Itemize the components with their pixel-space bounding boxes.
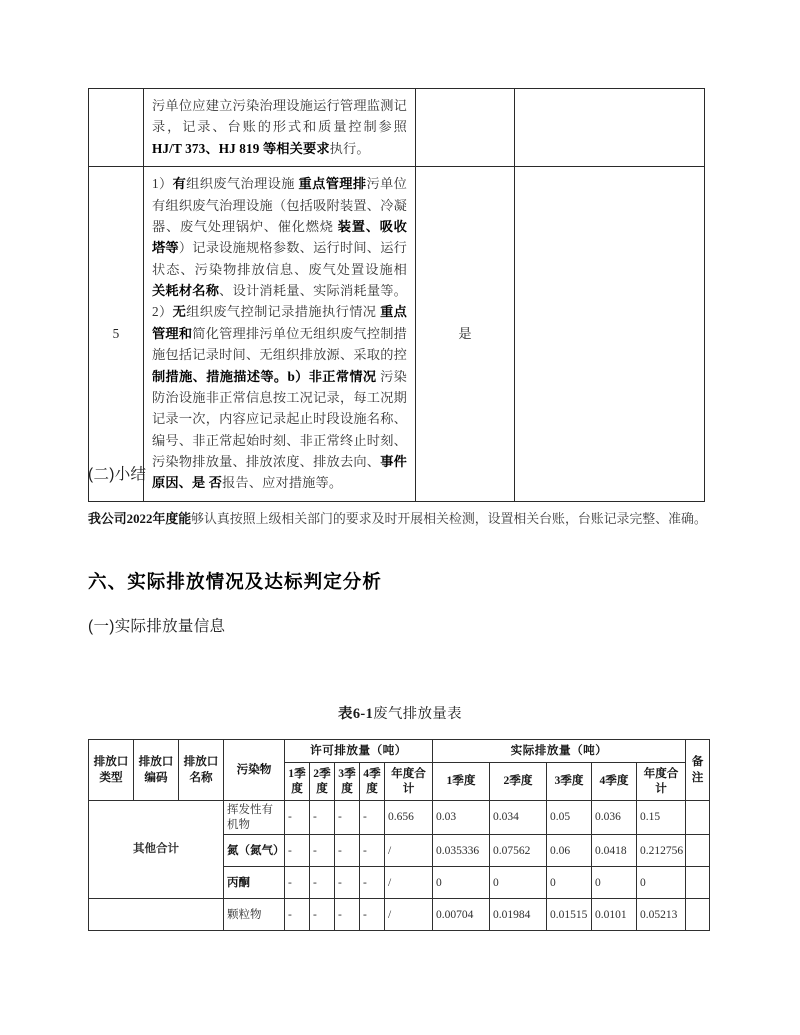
header-outlet-name: 排放口名称 bbox=[179, 740, 224, 801]
row-remark bbox=[686, 867, 710, 899]
actual-q1: 0.00704 bbox=[433, 899, 490, 931]
table-row bbox=[89, 167, 705, 502]
permit-q4: - bbox=[360, 835, 385, 867]
empty-outlet-cell bbox=[89, 899, 224, 931]
permit-q2: - bbox=[310, 899, 335, 931]
actual-q3: 0.05 bbox=[547, 800, 592, 835]
row-remark bbox=[686, 835, 710, 867]
pollutant-name: 颗粒物 bbox=[224, 899, 285, 931]
actual-annual: 0.212756 bbox=[637, 835, 686, 867]
permit-annual: / bbox=[385, 867, 433, 899]
requirement-yesno: 是 bbox=[416, 167, 515, 502]
permit-q3: - bbox=[335, 867, 360, 899]
caption-text: 废气排放量表 bbox=[373, 706, 462, 722]
header-actual-q3: 3季度 bbox=[547, 762, 592, 800]
caption-number: 表6-1 bbox=[338, 706, 374, 722]
actual-q1: 0.035336 bbox=[433, 835, 490, 867]
actual-annual: 0.15 bbox=[637, 800, 686, 835]
requirement-note bbox=[515, 167, 705, 502]
header-outlet-type: 排放口类型 bbox=[89, 740, 134, 801]
actual-q4: 0.0418 bbox=[592, 835, 637, 867]
emission-table-caption bbox=[0, 702, 800, 723]
table-row bbox=[89, 89, 705, 167]
header-actual-q2: 2季度 bbox=[490, 762, 547, 800]
table-row bbox=[89, 800, 710, 835]
permit-annual: 0.656 bbox=[385, 800, 433, 835]
actual-q1: 0 bbox=[433, 867, 490, 899]
requirements-table bbox=[88, 88, 705, 502]
requirement-body: 1）有组织废气治理设施 重点管理排污单位有组织废气治理设施（包括吸附装置、冷凝器、废气处理锅炉、催化燃烧 装置、吸收塔等）记录设施规格参数、运行时间、运行状态、污染物排放信息、废气处置设施相 关耗材名称、设计消耗量、实际消耗量等。2）无组织废气控制记录措施执行情况 重点管理和简化管理排污单位无组织废气控制措施包括记录时间、无组织排放源、采取的控 制措施、措施描述等。b）非正常情况 污染防治设施非正常信息按工况记录，每工况期记录一次，内容应记录起止时段设施名称、 编号、非正常起始时刻、非正常终止时刻、污染物排放量、排放浓度、排放去向、事件原因、是 否报告、应对措施等。 bbox=[144, 167, 416, 502]
permit-q1: - bbox=[285, 800, 310, 835]
permit-q1: - bbox=[285, 835, 310, 867]
header-actual-q1: 1季度 bbox=[433, 762, 490, 800]
requirement-number bbox=[89, 89, 144, 167]
actual-annual: 0 bbox=[637, 867, 686, 899]
subheading-actual-emission-info: (一)实际排放量信息 bbox=[88, 618, 226, 635]
header-permit-q1: 1季度 bbox=[285, 762, 310, 800]
pollutant-name: 挥发性有机物 bbox=[224, 800, 285, 835]
emission-table bbox=[88, 739, 710, 931]
actual-annual: 0.05213 bbox=[637, 899, 686, 931]
permit-annual: / bbox=[385, 835, 433, 867]
header-outlet-code: 排放口编码 bbox=[134, 740, 179, 801]
permit-q4: - bbox=[360, 800, 385, 835]
actual-q1: 0.03 bbox=[433, 800, 490, 835]
row-remark bbox=[686, 899, 710, 931]
actual-q3: 0 bbox=[547, 867, 592, 899]
actual-q2: 0.07562 bbox=[490, 835, 547, 867]
subheading-summary: (二)小结 bbox=[88, 466, 147, 483]
permit-q3: - bbox=[335, 800, 360, 835]
summary-paragraph: 我公司2022年度能够认真按照上级相关部门的要求及时开展相关检测，设置相关台账，台账记录完整、准确。 bbox=[88, 512, 707, 526]
header-permit-annual: 年度合计 bbox=[385, 762, 433, 800]
permit-q2: - bbox=[310, 867, 335, 899]
permit-q3: - bbox=[335, 835, 360, 867]
header-permitted-group: 许可排放量（吨） bbox=[285, 740, 433, 763]
header-pollutant: 污染物 bbox=[224, 740, 285, 801]
permit-q3: - bbox=[335, 899, 360, 931]
header-remark: 备注 bbox=[686, 740, 710, 801]
permit-q4: - bbox=[360, 899, 385, 931]
actual-q4: 0 bbox=[592, 867, 637, 899]
actual-q3: 0.01515 bbox=[547, 899, 592, 931]
permit-q1: - bbox=[285, 867, 310, 899]
header-actual-q4: 4季度 bbox=[592, 762, 637, 800]
header-permit-q4: 4季度 bbox=[360, 762, 385, 800]
merged-outlet-label: 其他合计 bbox=[89, 800, 224, 899]
header-permit-q3: 3季度 bbox=[335, 762, 360, 800]
actual-q2: 0.01984 bbox=[490, 899, 547, 931]
actual-q4: 0.0101 bbox=[592, 899, 637, 931]
permit-q4: - bbox=[360, 867, 385, 899]
permit-q2: - bbox=[310, 800, 335, 835]
actual-q4: 0.036 bbox=[592, 800, 637, 835]
pollutant-name: 丙酮 bbox=[224, 867, 285, 899]
section-heading-six: 六、实际排放情况及达标判定分析 bbox=[88, 571, 383, 592]
permit-q2: - bbox=[310, 835, 335, 867]
permit-q1: - bbox=[285, 899, 310, 931]
actual-q2: 0 bbox=[490, 867, 547, 899]
pollutant-name: 氮（氮气） bbox=[224, 835, 285, 867]
header-actual-annual: 年度合计 bbox=[637, 762, 686, 800]
table-row bbox=[89, 899, 710, 931]
requirement-body: 污单位应建立污染治理设施运行管理监测记录，记录、台账的形式和质量控制参照HJ/T 373、HJ 819 等相关要求执行。 bbox=[144, 89, 416, 167]
requirement-note bbox=[515, 89, 705, 167]
permit-annual: / bbox=[385, 899, 433, 931]
header-permit-q2: 2季度 bbox=[310, 762, 335, 800]
actual-q3: 0.06 bbox=[547, 835, 592, 867]
header-actual-group: 实际排放量（吨） bbox=[433, 740, 686, 763]
table-header-row-1 bbox=[89, 740, 710, 763]
requirement-number: 5 bbox=[89, 167, 144, 502]
requirement-yesno bbox=[416, 89, 515, 167]
actual-q2: 0.034 bbox=[490, 800, 547, 835]
row-remark bbox=[686, 800, 710, 835]
